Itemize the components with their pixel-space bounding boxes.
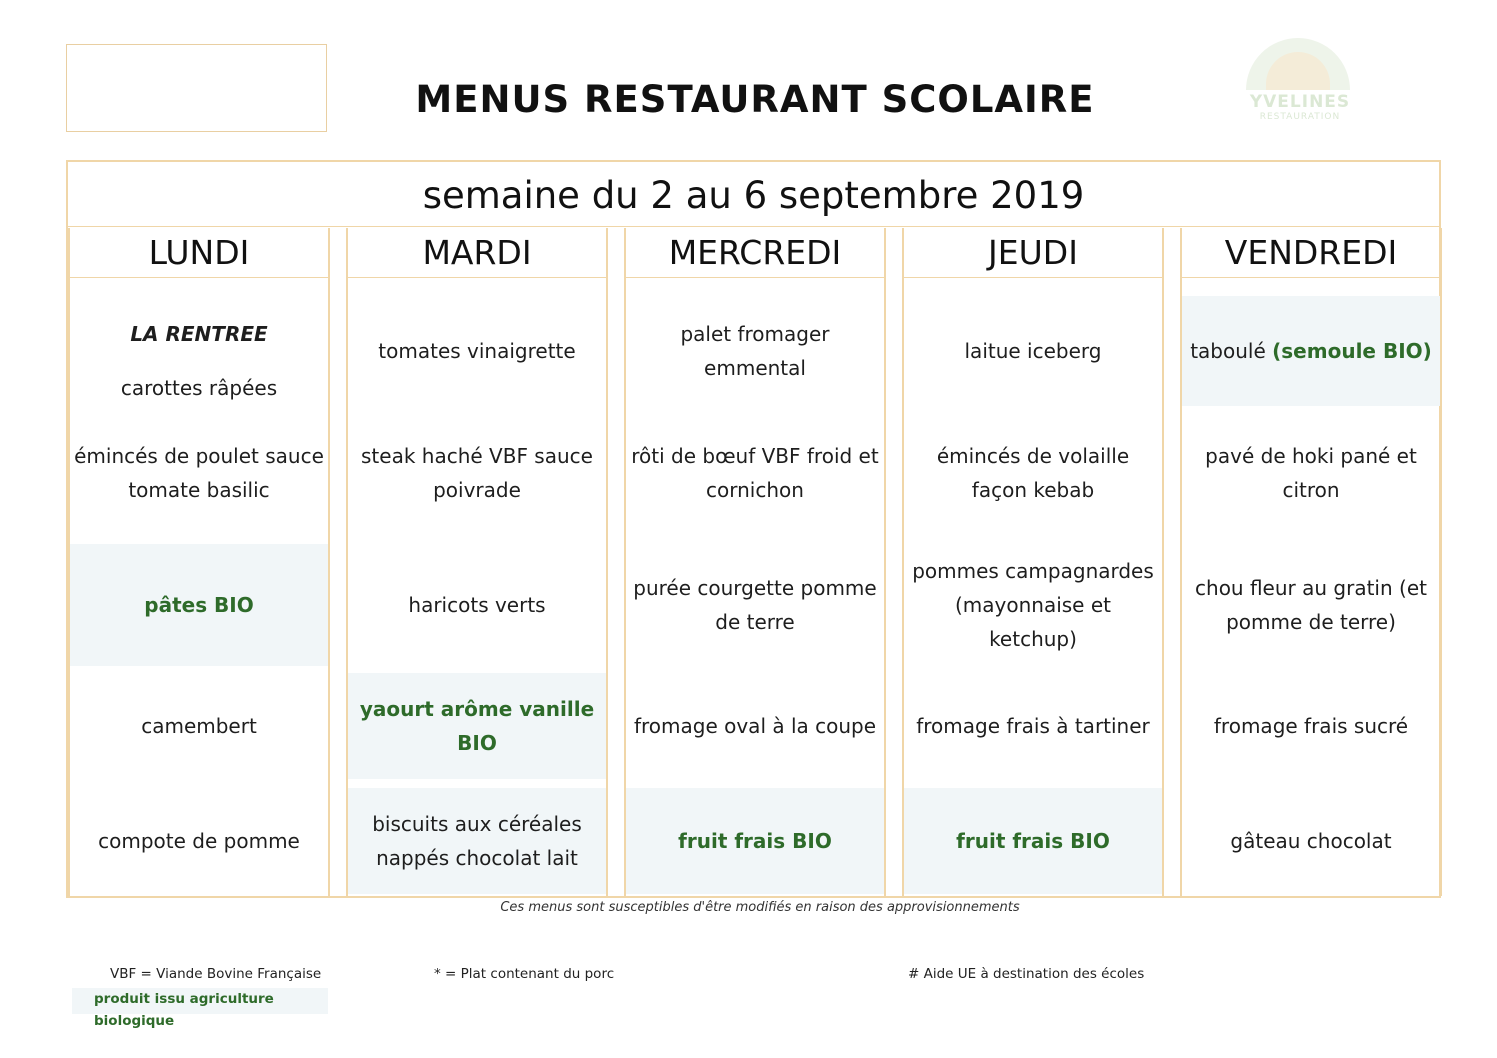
day-header: MERCREDI bbox=[626, 228, 884, 278]
menu-dessert: fruit frais BIO bbox=[904, 788, 1162, 894]
starter-text: carottes râpées bbox=[120, 376, 278, 400]
menu-main: émincés de volaille façon kebab bbox=[936, 444, 1130, 502]
day-header: MARDI bbox=[348, 228, 606, 278]
legend-ue: # Aide UE à destination des écoles bbox=[908, 966, 1145, 982]
menu-main: émincés de poulet sauce tomate basilic bbox=[74, 444, 324, 502]
logo-sub-text: RESTAURATION bbox=[1259, 112, 1341, 122]
day-header: LUNDI bbox=[70, 228, 328, 278]
page-title: MENUS RESTAURANT SCOLAIRE bbox=[415, 78, 1095, 121]
day-header: JEUDI bbox=[904, 228, 1162, 278]
empty-label-box bbox=[66, 44, 327, 132]
rentree-note: LA RENTREE bbox=[130, 322, 268, 346]
menu-side: pâtes BIO bbox=[70, 544, 328, 666]
menu-dairy: yaourt arôme vanille BIO bbox=[348, 673, 606, 779]
day-column-mercredi bbox=[624, 228, 886, 896]
menu-dessert: fruit frais BIO bbox=[626, 788, 884, 894]
disclaimer-note: Ces menus sont susceptibles d'être modifiés en raison des approvisionnements bbox=[500, 900, 1020, 915]
yvelines-restauration-logo bbox=[1238, 38, 1362, 130]
menu-dessert: biscuits aux céréales nappés chocolat lait bbox=[348, 788, 606, 894]
menu-side: purée courgette pomme de terre bbox=[633, 576, 877, 634]
menu-dairy: camembert bbox=[141, 714, 257, 738]
menu-side: haricots verts bbox=[408, 593, 546, 617]
menu-dessert: compote de pomme bbox=[98, 829, 300, 853]
starter-bio-text: (semoule BIO) bbox=[1272, 339, 1432, 363]
legend-pork: * = Plat contenant du porc bbox=[434, 966, 615, 982]
menu-side: pommes campagnardes (mayonnaise et ketchup) bbox=[912, 559, 1154, 651]
menu-dairy: fromage frais à tartiner bbox=[916, 714, 1150, 738]
menu-main: rôti de bœuf VBF froid et cornichon bbox=[631, 444, 879, 502]
menu-starter: laitue iceberg bbox=[964, 339, 1102, 363]
week-heading: semaine du 2 au 6 septembre 2019 bbox=[422, 174, 1085, 217]
menu-side: chou fleur au gratin (et pomme de terre) bbox=[1195, 576, 1427, 634]
menu-starter: tomates vinaigrette bbox=[378, 339, 576, 363]
menu-starter bbox=[70, 296, 328, 426]
day-column-lundi bbox=[68, 228, 330, 896]
menu-starter bbox=[1182, 296, 1440, 406]
menu-dairy: fromage oval à la coupe bbox=[633, 714, 877, 738]
starter-text: taboulé bbox=[1190, 339, 1266, 363]
legend-vbf: VBF = Viande Bovine Française bbox=[110, 966, 322, 982]
logo-brand-text: YVELINES bbox=[1249, 92, 1351, 112]
menu-main: steak haché VBF sauce poivrade bbox=[361, 444, 593, 502]
day-column-jeudi bbox=[902, 228, 1164, 896]
menu-dessert: gâteau chocolat bbox=[1230, 829, 1392, 853]
menu-main: pavé de hoki pané et citron bbox=[1205, 444, 1417, 502]
menu-dairy: fromage frais sucré bbox=[1213, 714, 1409, 738]
divider bbox=[68, 226, 1439, 227]
logo-arc-graphic bbox=[1246, 38, 1350, 90]
day-header: VENDREDI bbox=[1182, 228, 1440, 278]
legend-bio: produit issu agriculture biologique bbox=[72, 988, 328, 1014]
day-column-vendredi bbox=[1180, 228, 1442, 896]
menu-starter: palet fromager emmental bbox=[680, 322, 830, 380]
day-column-mardi bbox=[346, 228, 608, 896]
